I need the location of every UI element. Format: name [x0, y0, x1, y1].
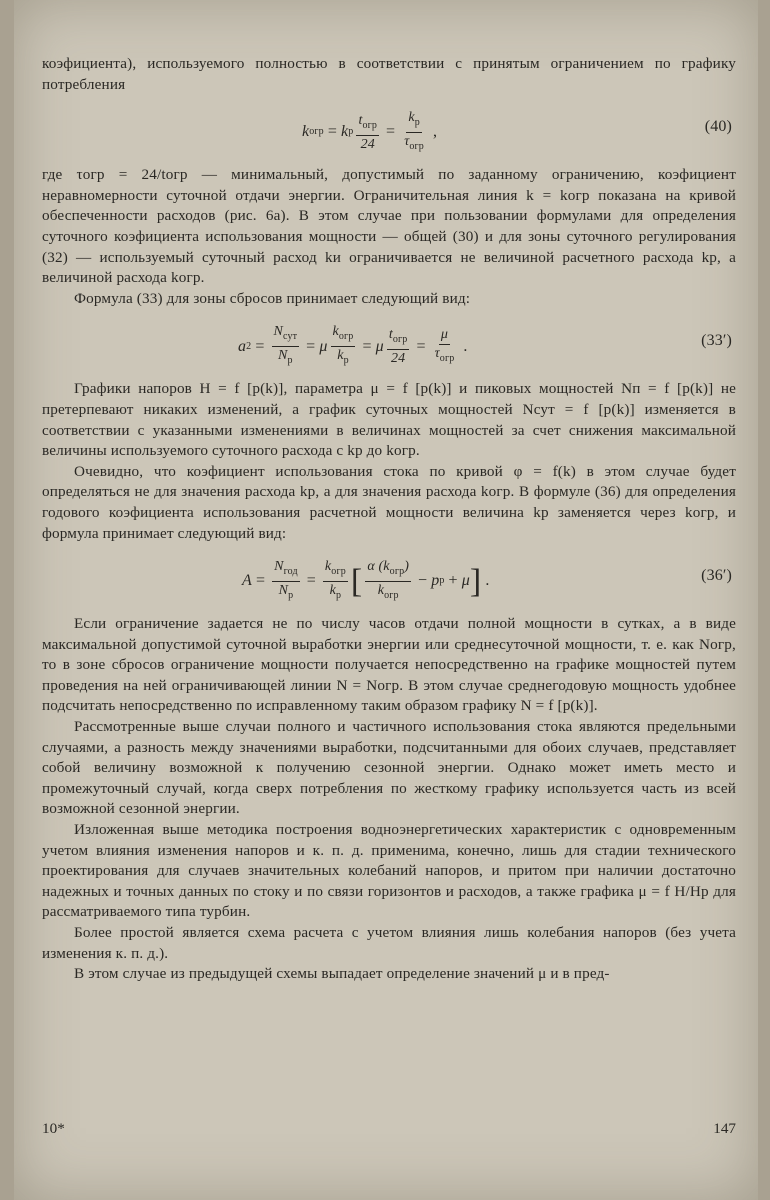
formula-36 [42, 548, 736, 610]
formula-33-number: (33′) [701, 332, 732, 350]
formula-36-expression: A = $\frac{N_{год}}{N_р}$ = $\frac{k_{огр}}{k_р}$ [ $\frac{\alpha (k_{огр})}{k_{огр}}$ − p р + μ ] . [242, 559, 490, 602]
page-number: 147 [713, 1120, 736, 1137]
paragraph-4: Графики напоров H = f [p(k)], параметра μ = f [p(k)] и пиковых мощностей Nп = f [p(k)] не претерпевают никаких изменений, а график суточных мощностей Nсут = f [p(k)] изменяется в соответствии с указанными изменениями в величинах мощностей за счет снижения максимальной величины используемого суточного расхода с kр до kогр. [42, 380, 736, 460]
paragraph-3: Формула (33) для зоны сбросов принимает следующий вид: [74, 289, 471, 307]
formula-33-expression: a 2 = $\frac{N_{сут}}{N_р}$ = μ $\frac{k_{огр}}{k_р}$ = μ $\frac{t_{огр}}{24}$ = $\frac{\mu}{\tau_{огр}}$ . [238, 324, 468, 367]
paragraph-9: Более простой является схема расчета с учетом влияния лишь колебания напоров (без учета изменения к. п. д.). [42, 924, 736, 962]
signature-mark: 10* [42, 1120, 65, 1137]
paragraph-1: коэфициента), используемого полностью в соответствии с принятым ограничением по графику потребления [42, 55, 736, 93]
paragraph-10: В этом случае из предыдущей схемы выпадает определение значений μ и в пред- [74, 965, 610, 983]
paragraph-5: Очевидно, что коэфициент использования стока по кривой φ = f(k) в этом случае будет определяться не для значения расхода kр, а для значения расхода kогр. В формуле (36) для определения годового коэфициента использования расчетной мощности величина kр заменяется через kогр, и формула принимает следующий вид: [42, 462, 736, 542]
formula-40 [42, 99, 736, 161]
paragraph-7: Рассмотренные выше случаи полного и частичного использования стока являются предельными случаями, а разность между значениями выработки, подсчитанными для обоих случаев, представляет собой величину возможной к получению сезонной энергии. Однако может иметь место и промежуточный случай, когда сверх потребления по жесткому графику используется часть из всей возможной сезонной энергии. [42, 718, 736, 818]
formula-40-number: (40) [704, 118, 732, 136]
book-page [14, 0, 758, 1200]
paragraph-8: Изложенная выше методика построения водноэнергетических характеристик с одновременным учетом влияния изменения напоров и к. п. д. применима, конечно, лишь для стадии технического проектирования для случаев значительных колебаний напоров, и притом при наличии достаточно надежных и точных данных по стоку и по связи горизонтов и расходов, а также графика μ = f H/Hр для рассматриваемого типа турбин. [42, 821, 736, 921]
formula-36-number: (36′) [701, 567, 732, 585]
paragraph-6: Если ограничение задается не по числу часов отдачи полной мощности в сутках, а в виде максимальной допустимой суточной выработки энергии или среднесуточной мощности, т. е. как Nогр, то в зоне сбросов ограничение мощности получается непосредственно на графике мощностей путем проведения на ней ограничивающей линии N = Nогр. В этом случае среднегодовую мощность удобнее подсчитать непосредственно по исправленному таким образом графику N = f [p(k)]. [42, 615, 736, 715]
paragraph-2: где τогр = 24/tогр — минимальный, допустимый по заданному ограничению, коэфициент неравномерности суточной отдачи энергии. Ограничительная линия k = kогр показана на кривой обеспеченности расходов (рис. 6a). В этом случае при пользовании формулами для определения суточного коэфициента использования мощности — общей (30) и для зоны суточного регулирования (32) — используемый суточный расход kи ограничивается не величиной расчетного расхода kр, а величиной расхода kогр. [42, 166, 736, 287]
page-body [42, 54, 736, 985]
formula-33 [42, 313, 736, 375]
formula-40-expression: k огр = k р $\frac{t_{огр}}{24}$ = $\frac{k_р}{\tau_{огр}}$ , [302, 110, 438, 153]
